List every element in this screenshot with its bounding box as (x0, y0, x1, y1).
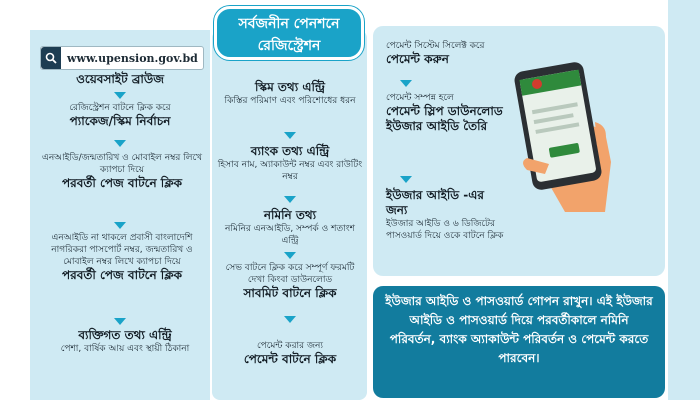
arrow-down (400, 176, 412, 183)
arrow-down (284, 252, 296, 259)
search-icon (41, 47, 61, 69)
step-scheme-info (216, 80, 364, 107)
step-bold: স্কিম তথ্য এন্ট্রি (255, 80, 325, 94)
step-bold: নমিনি তথ্য (263, 208, 317, 222)
step-bold: পেমেন্ট করুন (386, 52, 449, 66)
arrow-down (114, 222, 126, 229)
step-bold: ব্যক্তিগত তথ্য এন্ট্রি (78, 328, 172, 342)
title-line-2: রেজিস্ট্রেশন (257, 38, 321, 54)
step-select-package (32, 102, 208, 129)
step-bold: পরবর্তী পেজ বাটনে ক্লিক (61, 268, 183, 282)
step-payment-button (216, 340, 364, 367)
step-text: পেমেন্ট করার জন্য (256, 341, 324, 351)
step-bold: পেমেন্ট স্লিপ ডাউনলোড ইউজার আইডি তৈরি (386, 104, 503, 133)
step-browse-website (32, 72, 208, 87)
step-bold: ওয়েবসাইট ব্রাউজ (76, 72, 164, 86)
arrow-down (114, 140, 126, 147)
step-text: পেমেন্ট সম্পন্ন হলে (386, 93, 454, 103)
step-make-payment (386, 40, 516, 67)
arrow-down (284, 316, 296, 323)
security-note: ইউজার আইডি ও পাসওয়ার্ড গোপন রাখুন। এই ইউজার আইডি ও পাসওয়ার্ড দিয়ে পরবর্তীকালে নমিনি পরিবর্তন, ব্যাংক অ্যাকাউন্ট পরিবর্তন ও পেমেন্ট করতে পারবেন। (373, 286, 665, 398)
step-text: কিস্তির পরিমাণ এবং পরিশোধের ধরন (224, 96, 356, 106)
step-nominee-info (216, 208, 364, 247)
arrow-down (284, 196, 296, 203)
step-bold: ব্যাংক তথ্য এন্ট্রি (250, 144, 330, 158)
step-text: পেশা, বার্ষিক আয় এবং স্থায়ী ঠিকানা (60, 344, 190, 354)
url-text: www.upension.gov.bd (67, 51, 198, 65)
step-user-id (386, 188, 508, 242)
step-bold: পরবর্তী পেজ বাটনে ক্লিক (61, 176, 183, 190)
step-bank-info (216, 144, 364, 183)
url-bar[interactable] (40, 46, 204, 70)
step-text: এনআইডি/জন্মতারিখ ও মোবাইল নম্বর লিখে ক্যাপচা দিয়ে (41, 153, 203, 175)
step-text: সেভ বাটনে ক্লিক করে সম্পূর্ণ ফরমটি দেখা কিংবা ডাউনলোড (225, 263, 355, 285)
title-banner (214, 6, 364, 60)
step-submit (216, 262, 364, 301)
arrow-down (284, 132, 296, 139)
step-personal-info (50, 328, 200, 355)
arrow-down (400, 80, 412, 87)
step-download-slip (386, 92, 506, 134)
step-text: হিসাব নাম, অ্যাকাউন্ট নম্বর এবং রাউটিং নম্বর (217, 160, 363, 182)
step-text: ইউজার আইডি ও ৬ ডিজিটের পাসওয়ার্ড দিয়ে ওকে বাটনে ক্লিক (386, 219, 504, 241)
step-passport-next-page (38, 232, 206, 283)
arrow-down (114, 92, 126, 99)
step-text: রেজিস্ট্রেশন বাটনে ক্লিক করে (69, 103, 171, 113)
step-text: এনআইডি না থাকলে প্রবাসী বাংলাদেশি নাগরিকরা পাসপোর্ট নম্বর, জন্মতারিখ ও মোবাইল নম্বর লিখে ক্যাপচা দিয়ে (51, 233, 193, 267)
step-bold: পেমেন্ট বাটনে ক্লিক (243, 352, 337, 366)
step-text: নমিনির এনআইডি, সম্পর্ক ও শতাংশ এন্ট্রি (225, 224, 355, 246)
arrow-down (114, 318, 126, 325)
step-nid-next-page (40, 152, 204, 191)
step-bold: ইউজার আইডি -এর জন্য (386, 188, 484, 217)
step-bold: প্যাকেজ/স্কিম নির্বাচন (69, 114, 171, 128)
step-bold: সাবমিট বাটনে ক্লিক (243, 286, 337, 300)
title-line-1: সর্বজনীন পেনশনে (238, 16, 340, 32)
step-text: পেমেন্ট সিস্টেম সিলেক্ট করে (386, 41, 485, 51)
phone-in-hand-illustration (505, 62, 615, 212)
right-edge-strip (668, 0, 700, 400)
